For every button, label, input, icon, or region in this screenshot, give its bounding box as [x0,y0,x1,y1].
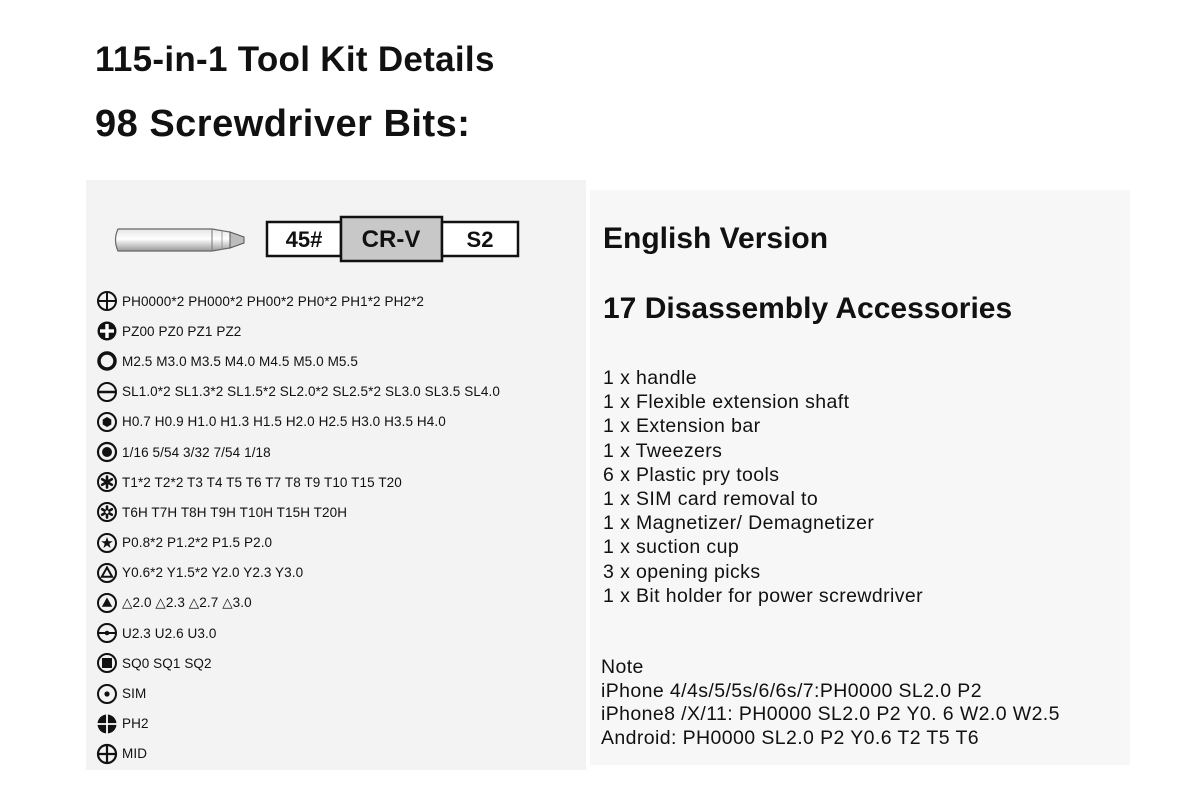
bits-title: 98 Screwdriver Bits: [95,103,471,145]
bit-material-label: CR-V [361,226,421,253]
bit-row-text: PH0000*2 PH000*2 PH00*2 PH0*2 PH1*2 PH2*2 [122,293,425,309]
bit-row-text: U2.3 U2.6 U3.0 [122,625,217,641]
bit-row [96,678,500,708]
bit-row [96,407,500,437]
accessory-item: 6 x Plastic pry tools [603,463,780,486]
note-line: Android: PH0000 SL2.0 P2 Y0.6 T2 T5 T6 [601,726,980,749]
bit-row [96,648,500,678]
english-version-heading: English Version [603,222,829,255]
note-line: iPhone 4/4s/5/5s/6/6s/7:PH0000 SL2.0 P2 [601,679,982,702]
sim-pin-icon [96,683,118,705]
u-shape-icon [96,622,118,644]
ring-icon [96,350,118,372]
bit-row-text: PZ00 PZ0 PZ1 PZ2 [122,323,242,339]
bit-row [96,528,500,558]
compatibility-note [601,656,1060,750]
bit-list [96,286,500,769]
bit-row-text: 1/16 5/54 3/32 7/54 1/18 [122,444,271,460]
bit-row [96,558,500,588]
bit-row [96,739,500,769]
mid-icon [96,743,118,765]
bit-row-text: T1*2 T2*2 T3 T4 T5 T6 T7 T8 T9 T10 T15 T20 [122,474,402,490]
accessory-item: 1 x Bit holder for power screwdriver [603,584,924,607]
triangle-icon [96,592,118,614]
cross-filled-icon [96,713,118,735]
bit-row-text: SIM [122,686,147,702]
screwdriver-bit-illustration [112,215,532,265]
bit-row-text: M2.5 M3.0 M3.5 M4.0 M4.5 M5.0 M5.5 [122,353,358,369]
torx-icon [96,471,118,493]
bit-row [96,286,500,316]
kit-title: 115-in-1 Tool Kit Details [95,40,495,79]
slotted-icon [96,381,118,403]
bit-row [96,497,500,527]
bit-row-text: T6H T7H T8H T9H T10H T15H T20H [122,504,348,520]
tri-wing-icon [96,562,118,584]
bit-size-label: 45# [285,227,323,252]
accessory-item: 1 x Extension bar [603,415,761,438]
torx-security-icon [96,501,118,523]
bit-steel-label: S2 [466,227,494,252]
note-line: iPhone8 /X/11: PH0000 SL2.0 P2 Y0. 6 W2.0 W2.5 [601,703,1060,725]
phillips-icon [96,290,118,312]
pozidriv-icon [96,320,118,342]
bit-row [96,437,500,467]
bit-row [96,377,500,407]
bit-row [96,316,500,346]
bit-row [96,467,500,497]
accessory-item: 1 x Magnetizer/ Demagnetizer [603,512,875,535]
bit-row [96,346,500,376]
accessory-list [603,366,923,608]
bit-row-text: PH2 [122,716,149,732]
accessory-item: 1 x Tweezers [603,439,723,462]
accessories-heading: 17 Disassembly Accessories [603,292,1013,325]
bit-row-text: SL1.0*2 SL1.3*2 SL1.5*2 SL2.0*2 SL2.5*2 SL3.0 SL3.5 SL4.0 [122,384,500,400]
bit-row-text: MID [122,746,148,762]
accessory-item: 1 x Flexible extension shaft [603,391,850,414]
hex-inch-icon [96,441,118,463]
square-icon [96,652,118,674]
bit-row [96,709,500,739]
bit-shaft-icon [116,229,245,251]
bit-row-text: Y0.6*2 Y1.5*2 Y2.0 Y2.3 Y3.0 [122,565,304,581]
bit-row-text: H0.7 H0.9 H1.0 H1.3 H1.5 H2.0 H2.5 H3.0 H3.5 H4.0 [122,414,446,430]
bit-row [96,588,500,618]
pentalobe-icon [96,532,118,554]
note-label: Note [601,656,644,678]
accessory-item: 1 x suction cup [603,536,740,559]
bit-row-text: △2.0 △2.3 △2.7 △3.0 [122,594,252,610]
accessory-item: 1 x SIM card removal to [603,487,819,510]
bit-row-text: SQ0 SQ1 SQ2 [122,655,212,671]
bit-row-text: P0.8*2 P1.2*2 P1.5 P2.0 [122,535,273,551]
accessory-item: 3 x opening picks [603,560,761,583]
accessory-item: 1 x handle [603,367,697,389]
bit-row [96,618,500,648]
hex-icon [96,411,118,433]
